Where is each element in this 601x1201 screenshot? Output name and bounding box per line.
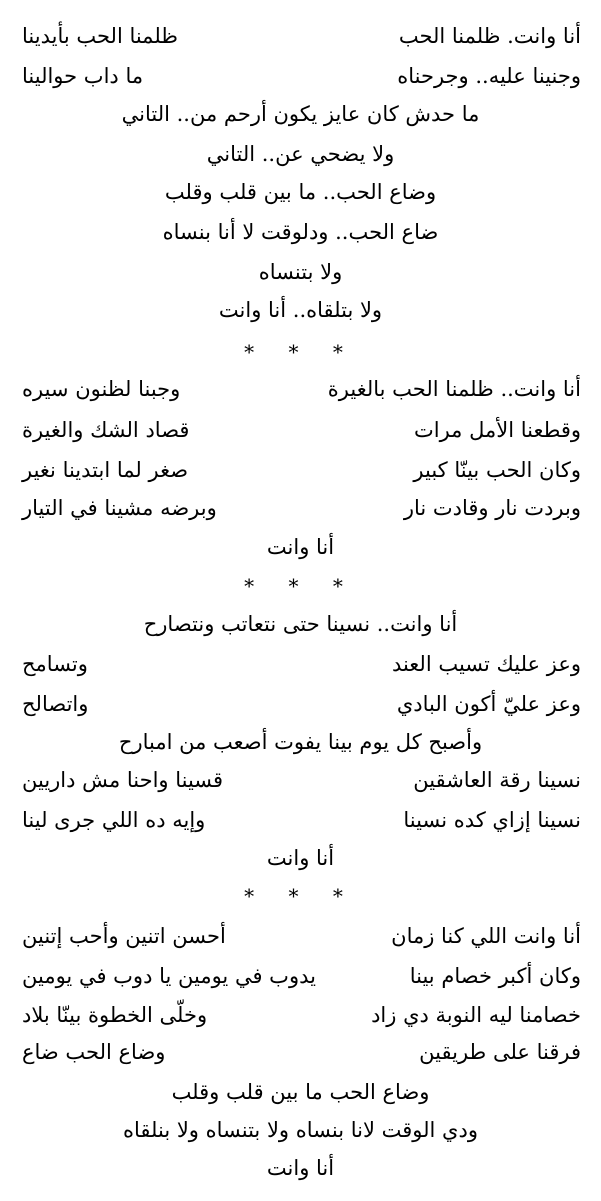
verse-line: أنا وانت [266, 846, 335, 870]
verse-second-half: وضاع الحب ضاع [22, 1040, 166, 1064]
stanza-separator: * * * [244, 574, 357, 598]
verse-first-half: وعز عليك تسيب العند [391, 652, 581, 676]
verse-second-half: وجبنا لظنون سيره [22, 377, 181, 401]
stanza-separator: * * * [244, 884, 357, 908]
verse-second-half: ما داب حوالينا [22, 64, 144, 88]
verse-line: أنا وانت [266, 1156, 335, 1180]
stanza-separator: * * * [244, 340, 357, 364]
verse-second-half: وتسامح [22, 652, 88, 676]
verse-line: أنا وانت [266, 535, 335, 559]
verse-first-half: خصامنا ليه النوبة دي زاد [371, 1003, 581, 1027]
verse-line [0, 1038, 601, 1068]
verse-first-half: وكان الحب بينّا كبير [413, 458, 581, 482]
verse-first-half: وكان أكبر خصام بينا [409, 964, 581, 988]
verse-line [0, 962, 601, 992]
verse-line [0, 456, 601, 486]
verse-line: وضاع الحب ما بين قلب وقلب [171, 1080, 430, 1104]
verse-first-half: وقطعنا الأمل مرات [413, 418, 581, 442]
verse-line: ضاع الحب.. ودلوقت لا أنا بنساه [162, 220, 439, 244]
verse-second-half: يدوب في يومين يا دوب في يومين [22, 964, 316, 988]
verse-line [0, 494, 601, 524]
verse-first-half: أنا وانت. ظلمنا الحب [398, 24, 581, 48]
verse-first-half: وجنينا عليه.. وجرحناه [397, 64, 581, 88]
verse-second-half: ظلمنا الحب بأيدينا [22, 24, 178, 48]
verse-line: ولا بتلقاه.. أنا وانت [218, 298, 383, 322]
verse-line: وضاع الحب.. ما بين قلب وقلب [164, 180, 437, 204]
verse-line: أنا وانت.. نسينا حتى نتعاتب ونتصارح [143, 612, 458, 636]
verse-second-half: وبرضه مشينا في التيار [22, 496, 217, 520]
verse-second-half: وإيه ده اللي جرى لينا [22, 808, 206, 832]
verse-line [0, 922, 601, 952]
verse-first-half: أنا وانت اللي كنا زمان [391, 924, 581, 948]
verse-second-half: أحسن اتنين وأحب إتنين [22, 924, 226, 948]
verse-second-half: قصاد الشك والغيرة [22, 418, 190, 442]
verse-line: ودي الوقت لانا بنساه ولا بتنساه ولا بنلقاه [123, 1118, 478, 1142]
verse-second-half: صغر لما ابتدينا نغير [22, 458, 189, 482]
verse-first-half: وبردت نار وقادت نار [403, 496, 581, 520]
verse-line [0, 22, 601, 52]
verse-line: وأصبح كل يوم بينا يفوت أصعب من امبارح [118, 730, 483, 754]
verse-first-half: فرقنا على طريقين [419, 1040, 581, 1064]
verse-line: ولا يضحي عن.. التاني [206, 142, 395, 166]
verse-line [0, 690, 601, 720]
verse-line [0, 650, 601, 680]
verse-first-half: نسينا رقة العاشقين [413, 768, 581, 792]
verse-second-half: واتصالح [22, 692, 89, 716]
verse-first-half: نسينا إزاي كده نسينا [403, 808, 581, 832]
verse-first-half: وعز عليّ أكون البادي [396, 692, 581, 716]
verse-line [0, 416, 601, 446]
verse-line: ولا بتنساه [258, 260, 343, 284]
verse-second-half: قسينا واحنا مش داريين [22, 768, 224, 792]
verse-line [0, 766, 601, 796]
verse-line [0, 1001, 601, 1031]
verse-line [0, 62, 601, 92]
verse-first-half: أنا وانت.. ظلمنا الحب بالغيرة [327, 377, 581, 401]
verse-line [0, 375, 601, 405]
verse-second-half: وخلّى الخطوة بينّا بلاد [22, 1003, 208, 1027]
verse-line: ما حدش كان عايز يكون أرحم من.. التاني [121, 102, 480, 126]
verse-line [0, 806, 601, 836]
